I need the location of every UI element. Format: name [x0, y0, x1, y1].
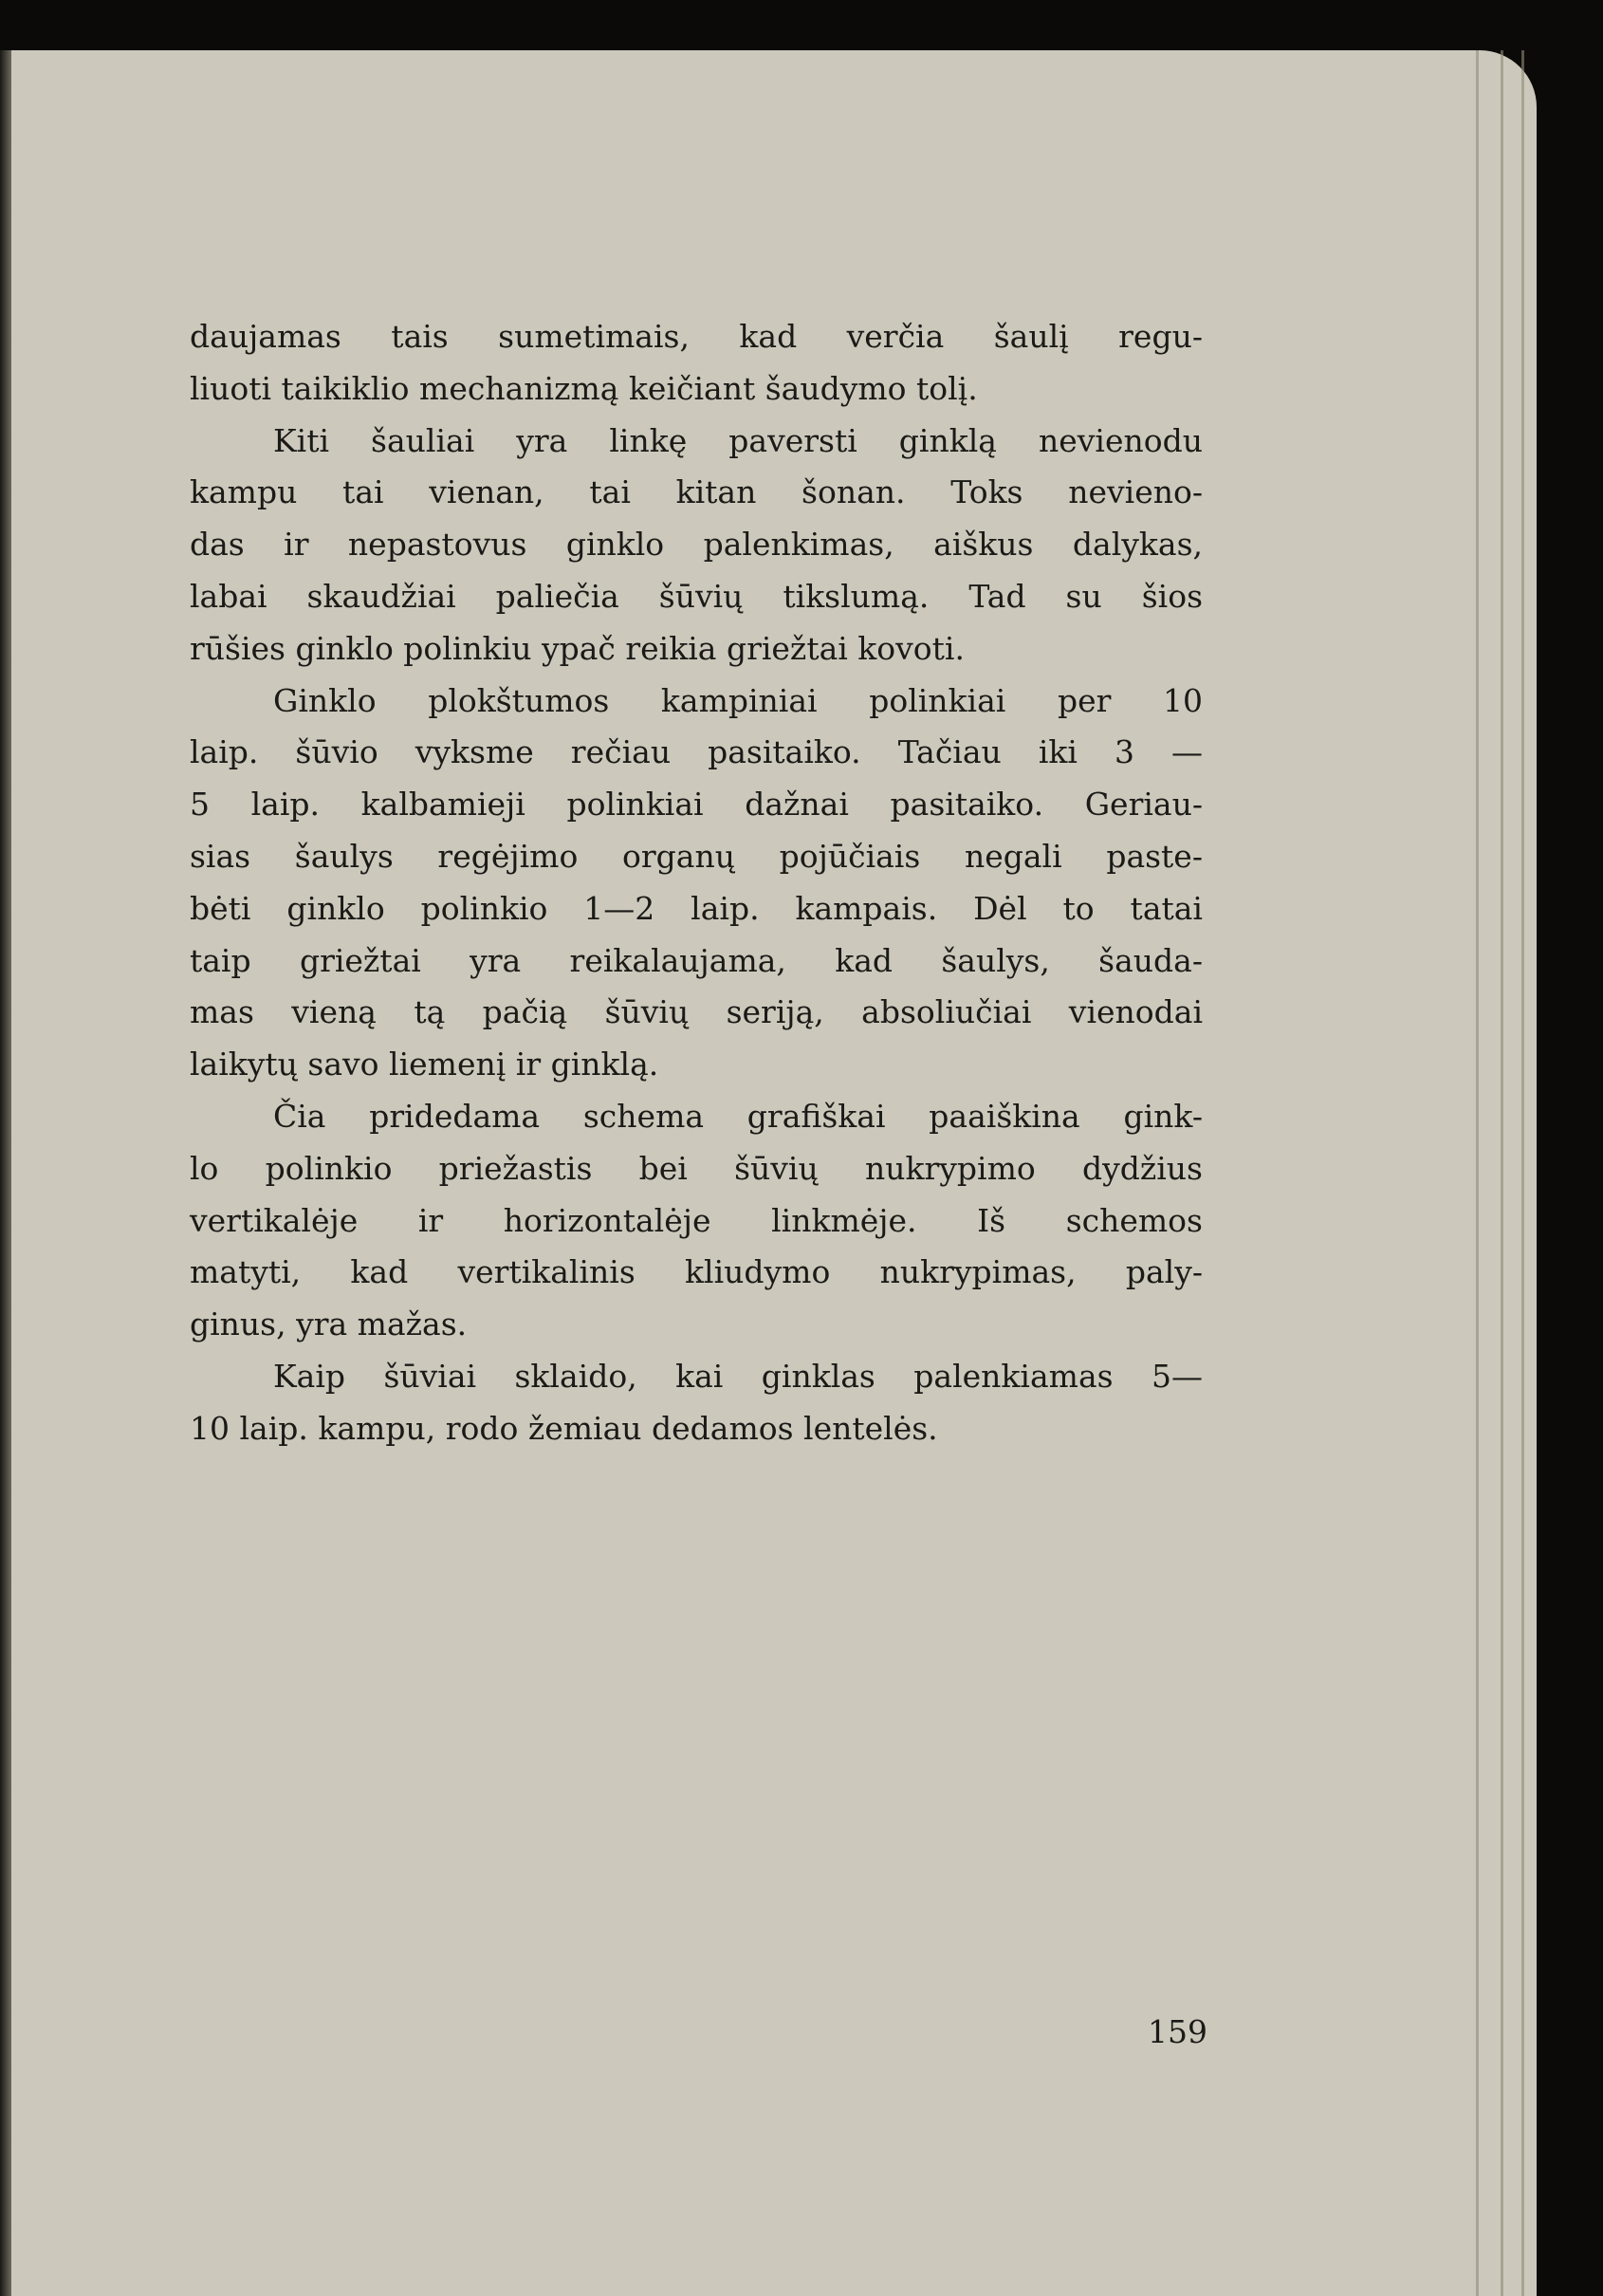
text-line: rūšies ginklo polinkiu ypač reikia griežtai kovoti.	[190, 629, 965, 667]
text-line: taip griežtai yra reikalaujama, kad šaulys, šauda-	[190, 941, 1203, 979]
text-line: daujamas tais sumetimais, kad verčia šaulį regu-	[190, 318, 1203, 355]
text-line: 5 laip. kalbamieji polinkiai dažnai pasitaiko. Geriau-	[190, 786, 1203, 824]
page-number: 159	[1148, 2013, 1207, 2050]
text-line: laip. šūvio vyksme rečiau pasitaiko. Tačiau iki 3 —	[190, 733, 1203, 771]
text-line: lo polinkio priežastis bei šūvių nukrypimo dydžius	[190, 1149, 1203, 1187]
text-line: matyti, kad vertikalinis kliudymo nukrypimas, paly-	[190, 1253, 1203, 1291]
text-line: Čia pridedama schema grafiškai paaiškina gink-	[273, 1097, 1203, 1135]
text-line: Kiti šauliai yra linkę paversti ginklą nevienodu	[273, 421, 1203, 459]
text-line: labai skaudžiai paliečia šūvių tikslumą. Tad su šios	[190, 577, 1203, 615]
page-stack-edge	[1476, 50, 1479, 2296]
body-text	[190, 311, 1203, 1455]
text-line: Kaip šūviai sklaido, kai ginklas palenkiamas 5—	[273, 1357, 1203, 1395]
book-spine-edge	[0, 50, 11, 2296]
text-line: sias šaulys regėjimo organų pojūčiais negali paste-	[190, 837, 1203, 875]
text-line: das ir nepastovus ginklo palenkimas, aiškus dalykas,	[190, 526, 1203, 564]
page-stack-edge	[1521, 50, 1524, 2296]
text-line: laikytų savo liemenį ir ginklą.	[190, 1046, 659, 1083]
text-line: 10 laip. kampu, rodo žemiau dedamos lentelės.	[190, 1409, 938, 1447]
page-stack-edge	[1501, 50, 1503, 2296]
text-line: vertikalėje ir horizontalėje linkmėje. Iš schemos	[190, 1201, 1203, 1239]
text-line: mas vieną tą pačią šūvių seriją, absoliučiai vienodai	[190, 993, 1203, 1031]
text-line: liuoti taikiklio mechanizmą keičiant šaudymo tolį.	[190, 369, 978, 407]
text-line: bėti ginklo polinkio 1—2 laip. kampais. Dėl to tatai	[190, 889, 1203, 927]
text-line: kampu tai vienan, tai kitan šonan. Toks nevieno-	[190, 473, 1203, 511]
text-line: ginus, yra mažas.	[190, 1305, 468, 1343]
text-line: Ginklo plokštumos kampiniai polinkiai per 10	[273, 681, 1203, 719]
